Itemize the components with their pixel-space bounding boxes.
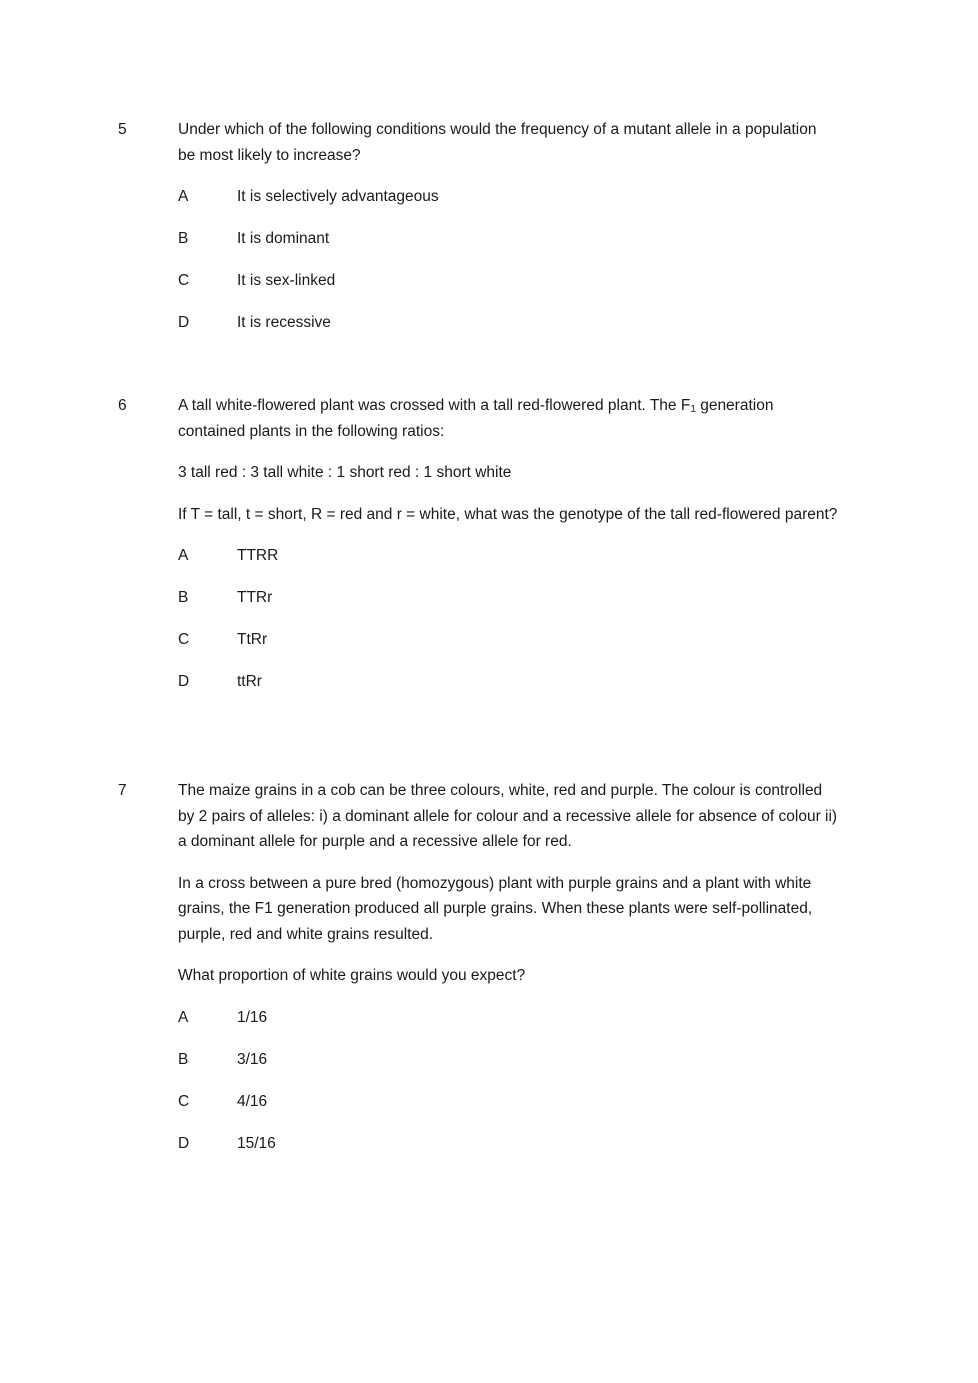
option-text: It is sex-linked [237, 272, 336, 289]
option-text: It is dominant [237, 230, 330, 247]
option-letter: D [178, 314, 190, 331]
ratio-statement: 3 tall red : 3 tall white : 1 short red : 1 short white [178, 464, 512, 481]
option-letter: B [178, 230, 189, 247]
option-d[interactable] [178, 1131, 838, 1156]
question-stem [178, 393, 838, 444]
option-text: TTRr [237, 589, 273, 606]
option-letter: B [178, 589, 189, 606]
option-c[interactable] [178, 268, 838, 293]
option-letter: C [178, 631, 190, 648]
option-letter: D [178, 673, 190, 690]
question-prompt: What proportion of white grains would you expect? [178, 967, 526, 984]
option-text: It is selectively advantageous [237, 188, 439, 205]
option-c[interactable] [178, 1089, 838, 1114]
question-stem: The maize grains in a cob can be three colours, white, red and purple. The colour is controlled by 2 pairs of alleles: i) a dominant allele for colour and a recessive allele for absence of colour ii) a dominant allele for purple and a recessive allele for red. [178, 782, 838, 850]
option-c[interactable] [178, 627, 838, 652]
stem-text-after: generation contained plants in the following ratios: [178, 397, 774, 440]
question-prompt: If T = tall, t = short, R = red and r = white, what was the genotype of the tall red-flowered parent? [178, 505, 838, 523]
option-b[interactable] [178, 226, 838, 251]
option-b[interactable] [178, 585, 838, 610]
option-a[interactable] [178, 543, 838, 568]
question-stem: Under which of the following conditions would the frequency of a mutant allele in a population be most likely to increase? [178, 121, 817, 164]
question-body [178, 778, 838, 1173]
option-a[interactable] [178, 1005, 838, 1030]
question-number: 5 [118, 121, 127, 138]
option-b[interactable] [178, 1047, 838, 1072]
option-letter: A [178, 547, 189, 564]
answer-options [178, 543, 838, 694]
option-text: It is recessive [237, 314, 331, 331]
question-body [178, 393, 838, 711]
option-d[interactable] [178, 669, 838, 694]
option-text: 1/16 [237, 1008, 268, 1026]
option-text: ttRr [237, 673, 262, 690]
question-body [178, 117, 838, 352]
cross-description: In a cross between a pure bred (homozygous) plant with purple grains and a plant with white grains, the F1 generation produced all purple grains. When these plants were self-pollinated, purple, red and white grains resulted. [178, 874, 813, 943]
option-a[interactable] [178, 184, 838, 209]
option-letter: A [178, 188, 189, 205]
stem-text-before: A tall white-flowered plant was crossed with a tall red-flowered plant. The F [178, 397, 691, 414]
option-text: 3/16 [237, 1050, 268, 1068]
answer-options [178, 184, 838, 335]
stem-subscript: 1 [690, 404, 696, 415]
option-text: 15/16 [237, 1134, 276, 1152]
option-d[interactable] [178, 310, 838, 335]
option-text: 4/16 [237, 1092, 268, 1110]
option-letter: B [178, 1050, 189, 1068]
option-text: TtRr [237, 631, 268, 648]
option-letter: C [178, 272, 190, 289]
option-letter: A [178, 1008, 189, 1026]
option-text: TTRR [237, 547, 279, 564]
option-letter: C [178, 1092, 190, 1110]
answer-options [178, 1005, 838, 1156]
question-number: 6 [118, 397, 127, 414]
question-number: 7 [118, 782, 127, 799]
option-letter: D [178, 1134, 190, 1152]
